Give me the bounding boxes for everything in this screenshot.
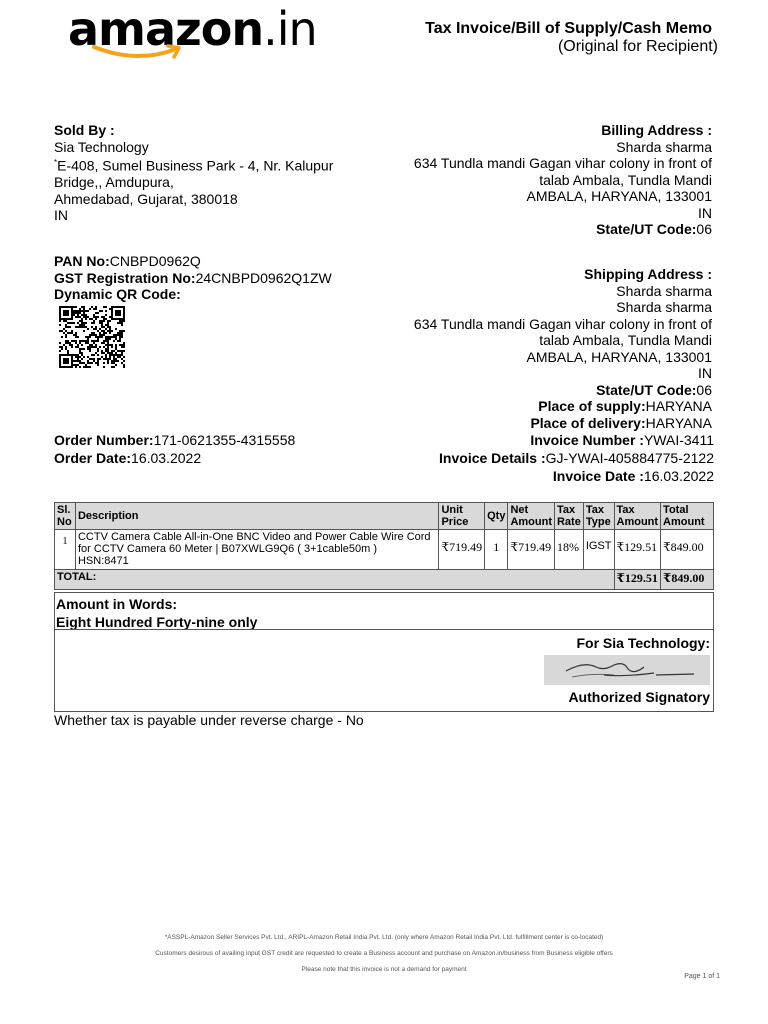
col-total-amount: Total Amount [661, 503, 714, 530]
invoice-details [354, 449, 714, 467]
gst-label: GST Registration No: [54, 269, 196, 286]
row-sl: 1 [55, 530, 76, 570]
col-tax-type: Tax Type [583, 503, 614, 530]
total-amount: ₹849.00 [661, 570, 714, 590]
logo-brand: amazon [68, 2, 264, 56]
delivery-label: Place of delivery: [530, 414, 646, 431]
billing-line3: AMBALA, HARYANA, 133001 [526, 188, 712, 204]
seller-label: Sold By : [54, 122, 115, 138]
pan-row [54, 253, 374, 270]
total-label: TOTAL: [55, 570, 615, 590]
invoice-date [354, 467, 714, 485]
seller-name: Sia Technology [54, 138, 149, 155]
shipping-line2: talab Ambala, Tundla Mandi [539, 332, 712, 348]
billing-country: IN [698, 204, 712, 221]
col-tax-amount: Tax Amount [614, 503, 661, 530]
signature-scribble-icon [544, 655, 710, 685]
authorized-signatory-label: Authorized Signatory [568, 689, 710, 705]
row-description-text: CCTV Camera Cable All-in-One BNC Video and Power Cable Wire Cord for CCTV Camera 60 Meter | B07XWLG9Q6 ( 3+1cable50m ) [77, 531, 431, 555]
tax-id-block [54, 253, 374, 303]
seller-address-line2: Bridge,, Amdupura, [54, 174, 174, 191]
billing-state-label: State/UT Code: [596, 221, 697, 237]
page-number: Page 1 of 1 [684, 973, 720, 980]
table-header-row [55, 503, 714, 530]
col-qty: Qty [485, 503, 508, 530]
shipping-country: IN [698, 365, 712, 381]
shipping-state-code [352, 382, 712, 399]
seller-country: IN [54, 207, 68, 224]
amount-in-words-box [54, 592, 714, 630]
billing-name: Sharda sharma [616, 138, 712, 155]
row-tax-amount: ₹129.51 [614, 530, 661, 570]
row-total-amount: ₹849.00 [661, 530, 714, 570]
order-block [54, 431, 295, 467]
order-number-label: Order Number: [54, 432, 154, 448]
row-tax-type: IGST [583, 530, 614, 570]
qr-label: Dynamic QR Code: [54, 286, 181, 302]
billing-line2: talab Ambala, Tundla Mandi [539, 171, 712, 188]
billing-line1: 634 Tundla mandi Gagan vihar colony in front of [413, 155, 712, 171]
shipping-state-label: State/UT Code: [596, 381, 697, 398]
supply-label: Place of supply: [538, 398, 646, 414]
footer-line2: Customers desirous of availing input GST credit are requested to create a Business account and purchase on Amazon.in/business from Business eligible offers [155, 950, 613, 957]
billing-block [372, 122, 712, 238]
order-number [54, 431, 295, 449]
shipping-name1: Sharda sharma [616, 282, 712, 299]
table-row [55, 530, 714, 570]
delivery-value: HARYANA [645, 414, 712, 431]
total-tax-amount: ₹129.51 [614, 570, 661, 590]
billing-state-code [372, 221, 712, 238]
invoice-details-label: Invoice Details : [439, 450, 546, 466]
gst-value: 24CNBPD0962Q1ZW [195, 269, 332, 286]
order-number-value: 171-0621355-4315558 [153, 432, 296, 448]
pan-value: CNBPD0962Q [109, 253, 201, 269]
seller-address-line1 [54, 155, 374, 174]
row-hsn: HSN:8471 [77, 555, 129, 567]
invoice-number-value: YWAI-3411 [643, 432, 714, 448]
place-of-supply [352, 398, 712, 415]
row-description [75, 530, 438, 570]
invoice-date-value: 16.03.2022 [643, 468, 714, 484]
logo-tld: .in [263, 2, 317, 56]
items-table [54, 502, 714, 590]
col-unit-price: Unit Price [439, 503, 485, 530]
col-tax-rate: Tax Rate [554, 503, 583, 530]
shipping-state-value: 06 [696, 381, 712, 398]
invoice-title: Tax Invoice/Bill of Supply/Cash Memo [425, 20, 712, 37]
pan-label: PAN No: [54, 253, 110, 269]
footer-line1: *ASSPL-Amazon Seller Services Pvt. Ltd., ARIPL-Amazon Retail India Pvt. Ltd. (only where Amazon Retail India Pvt. Ltd. fulfillment center is co-located) [164, 934, 604, 941]
row-net-amount: ₹719.49 [508, 530, 555, 570]
for-company-label: For Sia Technology: [576, 635, 710, 651]
reverse-charge-note: Whether tax is payable under reverse charge - No [54, 712, 364, 728]
footer-line3: Please note that this invoice is not a demand for payment [301, 966, 467, 973]
billing-label: Billing Address : [601, 122, 712, 138]
invoice-date-label: Invoice Date : [552, 468, 644, 484]
seller-asterisk: * [54, 158, 58, 167]
amount-in-words-label: Amount in Words: [56, 596, 178, 612]
invoice-number [354, 431, 714, 449]
seller-address-line3: Ahmedabad, Gujarat, 380018 [54, 190, 238, 207]
place-of-delivery [352, 415, 712, 432]
invoice-block [354, 431, 714, 485]
shipping-line3: AMBALA, HARYANA, 133001 [526, 348, 712, 365]
shipping-label: Shipping Address : [584, 266, 712, 282]
row-unit-price: ₹719.49 [439, 530, 485, 570]
col-description: Description [75, 503, 438, 530]
row-qty: 1 [485, 530, 508, 570]
order-date-label: Order Date: [54, 450, 132, 466]
supply-value: HARYANA [645, 398, 712, 414]
shipping-line1: 634 Tundla mandi Gagan vihar colony in front of [413, 315, 712, 332]
seller-block [54, 122, 374, 224]
billing-state-value: 06 [696, 221, 712, 237]
col-net-amount: Net Amount [508, 503, 555, 530]
shipping-name2: Sharda sharma [616, 299, 712, 315]
qr-code-icon [59, 306, 125, 368]
order-date [54, 449, 295, 467]
gst-row [54, 270, 374, 287]
row-tax-rate: 18% [554, 530, 583, 570]
amazon-smile-icon [92, 44, 182, 60]
invoice-number-label: Invoice Number : [530, 432, 644, 448]
order-date-value: 16.03.2022 [131, 450, 202, 466]
table-total-row [55, 570, 714, 590]
invoice-subtitle: (Original for Recipient) [557, 38, 718, 55]
col-sl: Sl. No [55, 503, 76, 530]
invoice-details-value: GJ-YWAI-405884775-2122 [545, 450, 714, 466]
shipping-block [352, 266, 712, 431]
signature-image [544, 655, 710, 685]
seller-line1-text: E-408, Sumel Business Park - 4, Nr. Kalupur [57, 157, 334, 174]
amount-in-words-value: Eight Hundred Forty-nine only [56, 614, 258, 630]
